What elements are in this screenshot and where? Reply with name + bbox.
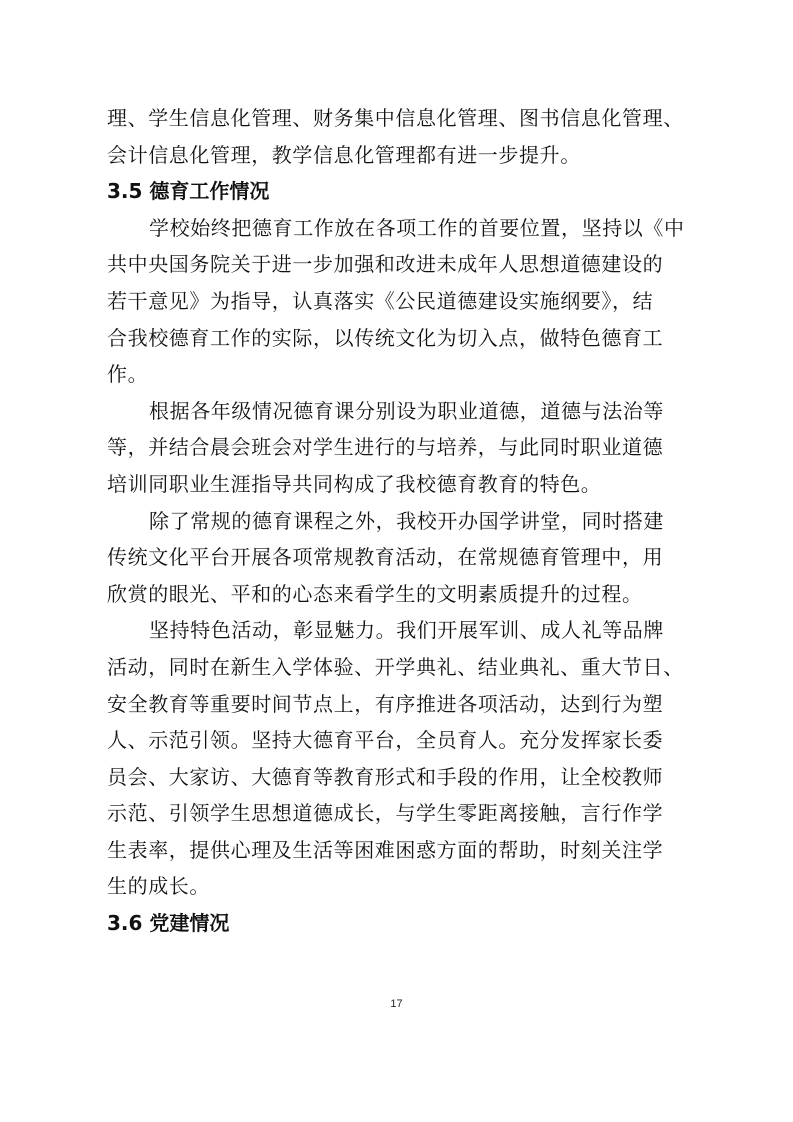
page-number: 17 — [390, 998, 403, 1010]
text-line: 生的成长。 — [107, 874, 210, 899]
paragraph-3 — [107, 503, 693, 613]
text-line: 理、学生信息化管理、财务集中信息化管理、图书信息化管理、 — [107, 106, 684, 130]
text-line: 等，并结合晨会班会对学生进行的与培养，与此同时职业道德 — [107, 435, 664, 460]
text-line: 作。 — [107, 362, 149, 387]
text-line: 生表率，提供心理及生活等困难困惑方面的帮助，时刻关注学 — [107, 837, 664, 862]
text-line: 除了常规的德育课程之外，我校开办国学讲堂，同时搭建 — [149, 508, 664, 533]
text-line: 人、示范引领。坚持大德育平台，全员育人。充分发挥家长委 — [107, 728, 664, 753]
text-line: 活动，同时在新生入学体验、开学典礼、结业典礼、重大节日、 — [107, 654, 684, 679]
text-line: 安全教育等重要时间节点上，有序推进各项活动，达到行为塑 — [107, 691, 664, 716]
text-line: 共中央国务院关于进一步加强和改进未成年人思想道德建设的 — [107, 252, 664, 277]
paragraph-1 — [107, 210, 693, 393]
text-line: 根据各年级情况德育课分别设为职业道德，道德与法治等 — [149, 398, 664, 423]
text-line: 学校始终把德育工作放在各项工作的首要位置，坚持以《中 — [149, 215, 685, 240]
paragraph-2 — [107, 393, 693, 503]
text-line: 若干意见》为指导，认真落实《公民道德建设实施纲要》，结 — [107, 288, 654, 313]
document-body — [107, 100, 693, 942]
text-line: 合我校德育工作的实际，以传统文化为切入点，做特色德育工 — [107, 325, 664, 350]
paragraph-4 — [107, 612, 693, 905]
text-line: 员会、大家访、大德育等教育形式和手段的作用，让全校教师 — [107, 764, 664, 789]
section-heading-3-5: 3.5 德育工作情况 — [107, 179, 270, 204]
text-line: 培训同职业生涯指导共同构成了我校德育教育的特色。 — [107, 471, 602, 496]
text-line: 传统文化平台开展各项常规教育活动，在常规德育管理中，用 — [107, 545, 664, 570]
text-line: 会计信息化管理，教学信息化管理都有进一步提升。 — [107, 142, 581, 167]
text-line: 坚持特色活动，彰显魅力。我们开展军训、成人礼等品牌 — [149, 618, 664, 643]
section-heading-3-6: 3.6 党建情况 — [107, 911, 230, 936]
text-line: 示范、引领学生思想道德成长，与学生零距离接触，言行作学 — [107, 801, 664, 826]
text-line: 欣赏的眼光、平和的心态来看学生的文明素质提升的过程。 — [107, 581, 643, 606]
